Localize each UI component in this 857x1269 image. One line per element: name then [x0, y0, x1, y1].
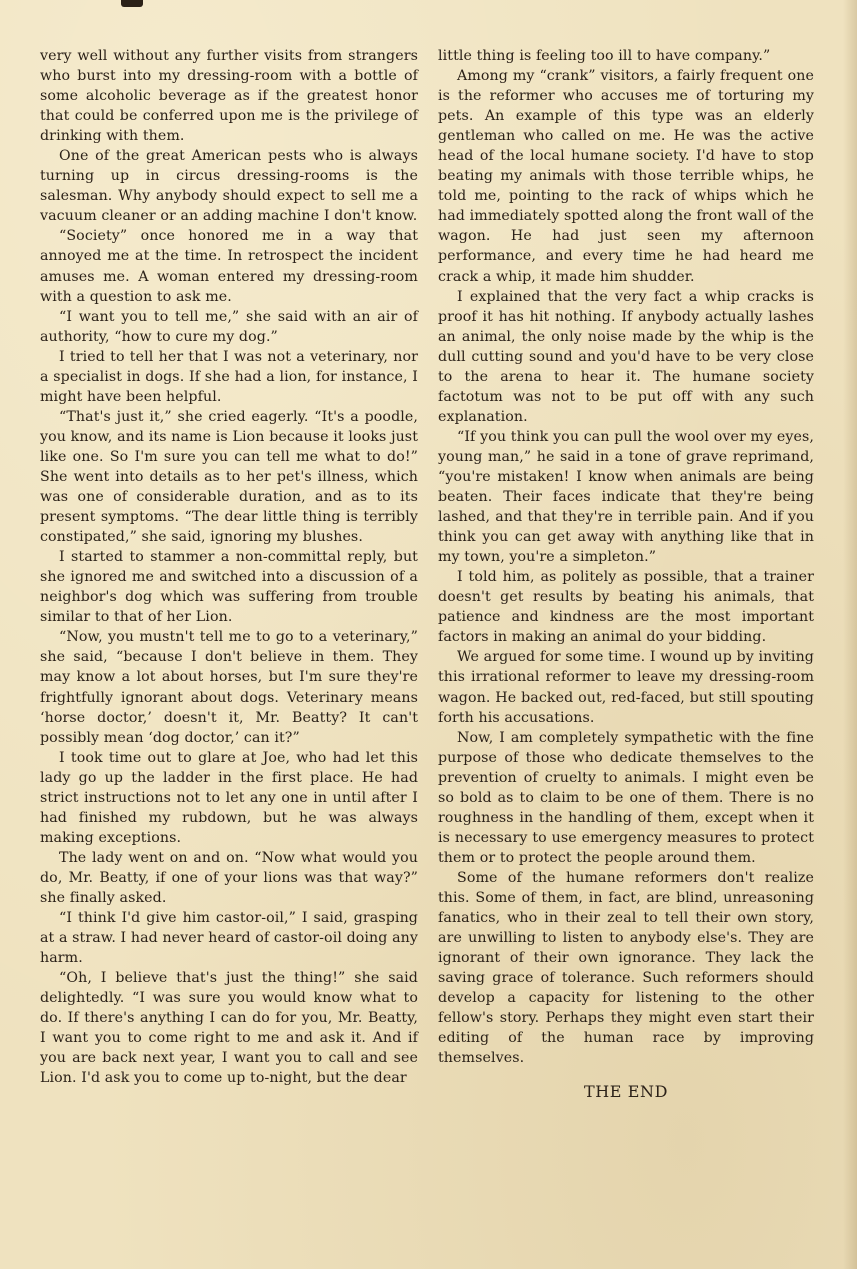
right-column — [438, 46, 814, 1102]
the-end-label: THE END — [583, 1082, 669, 1102]
paragraph: I told him, as politely as possible, that a trainer doesn't get results by beating his animals, that patience and kindness are the most important factors in making an animal do your bidding. — [438, 569, 814, 646]
paragraph: One of the great American pests who is always turning up in circus dressing-rooms is the salesman. Why anybody should expect to sell me a vacuum cleaner or an adding machine I don't know. — [40, 148, 418, 225]
paragraph: “That's just it,” she cried eagerly. “It's a poodle, you know, and its name is Lion because it looks just like one. So I'm sure you can tell me what to do!” She went into details as to her pet's illness, which was one of considerable duration, and as to its present symptoms. “The dear little thing is terribly constipated,” she said, ignoring my blushes. — [40, 408, 418, 546]
paragraph: very well without any further visits from strangers who burst into my dressing-room with a bottle of some alcoholic beverage as if the greatest honor that could be conferred upon me is the privilege of drinking with them. — [40, 48, 418, 145]
paragraph: We argued for some time. I wound up by inviting this irrational reformer to leave my dressing-room wagon. He backed out, red-faced, but still spouting forth his accusations. — [438, 649, 814, 726]
paragraph: The lady went on and on. “Now what would you do, Mr. Beatty, if one of your lions was that way?” she finally asked. — [40, 849, 418, 906]
paragraph: I tried to tell her that I was not a veterinary, nor a specialist in dogs. If she had a lion, for instance, I might have been helpful. — [40, 348, 418, 405]
paragraph: little thing is feeling too ill to have company.” — [438, 48, 771, 64]
paragraph: “Now, you mustn't tell me to go to a veterinary,” she said, “because I don't believe in them. They may know a lot about horses, but I'm sure they're frightfully ignorant about dogs. Veterinary means ‘horse doctor,’ doesn't it, Mr. Beatty? It can't possibly mean ‘dog doctor,’ can it?” — [40, 629, 418, 746]
page-edge-shadow — [843, 0, 857, 1269]
paragraph: I took time out to glare at Joe, who had let this lady go up the ladder in the first place. He had strict instructions not to let any one in until after I had finished my rubdown, but he was always making exceptions. — [40, 749, 418, 846]
paragraph: I explained that the very fact a whip cracks is proof it has hit nothing. If anybody actually lashes an animal, the only noise made by the whip is the dull cutting sound and you'd have to be very close to the arena to hear it. The humane society factotum was not to be put off with any such explanation. — [438, 288, 814, 425]
paragraph: Now, I am completely sympathetic with the fine purpose of those who dedicate themselves to the prevention of cruelty to animals. I might even be so bold as to claim to be one of them. There is no roughness in the handling of them, except when it is necessary to use emergency measures to protect them or to protect the people around them. — [438, 729, 814, 866]
paragraph: “I want you to tell me,” she said with an air of authority, “how to cure my dog.” — [40, 308, 418, 345]
paragraph: “Society” once honored me in a way that annoyed me at the time. In retrospect the incident amuses me. A woman entered my dressing-room with a question to ask me. — [40, 228, 418, 305]
paragraph: “Oh, I believe that's just the thing!” she said delightedly. “I was sure you would know what to do. If there's anything I can do for you, Mr. Beatty, I want you to come right to me and ask it. And if you are back next year, I want you to call and see Lion. I'd ask you to come up to-night, but the dear — [40, 970, 418, 1087]
paragraph: I started to stammer a non-committal reply, but she ignored me and switched into a discussion of a neighbor's dog which was suffering from trouble similar to that of her Lion. — [40, 549, 418, 626]
ink-mark — [121, 0, 143, 7]
paragraph: Among my “crank” visitors, a fairly frequent one is the reformer who accuses me of torturing my pets. An example of this type was an elderly gentleman who called on me. He was the active head of the local humane society. I'd have to stop beating my animals with those terrible whips, he told me, pointing to the rack of whips which he had immediately spotted along the front wall of the wagon. He had just seen my afternoon performance, and every time he had heard me crack a whip, it made him shudder. — [438, 68, 814, 285]
paragraph: Some of the humane reformers don't realize this. Some of them, in fact, are blind, unreasoning fanatics, who in their zeal to tell their own story, are unwilling to listen to anybody else's. They are ignorant of their own ignorance. They lack the saving grace of tolerance. Such reformers should develop a capacity for listening to the other fellow's story. Perhaps they might even start their editing of the human race by improving themselves. — [438, 869, 814, 1067]
left-column — [40, 46, 418, 1088]
paragraph: “If you think you can pull the wool over my eyes, young man,” he said in a tone of grave reprimand, “you're mistaken! I know when animals are being beaten. Their faces indicate that they're being lashed, and that they're in terrible pain. And if you think you can get away with anything like that in my town, you're a simpleton.” — [438, 428, 814, 566]
paragraph: “I think I'd give him castor-oil,” I said, grasping at a straw. I had never heard of castor-oil doing any harm. — [40, 910, 418, 967]
